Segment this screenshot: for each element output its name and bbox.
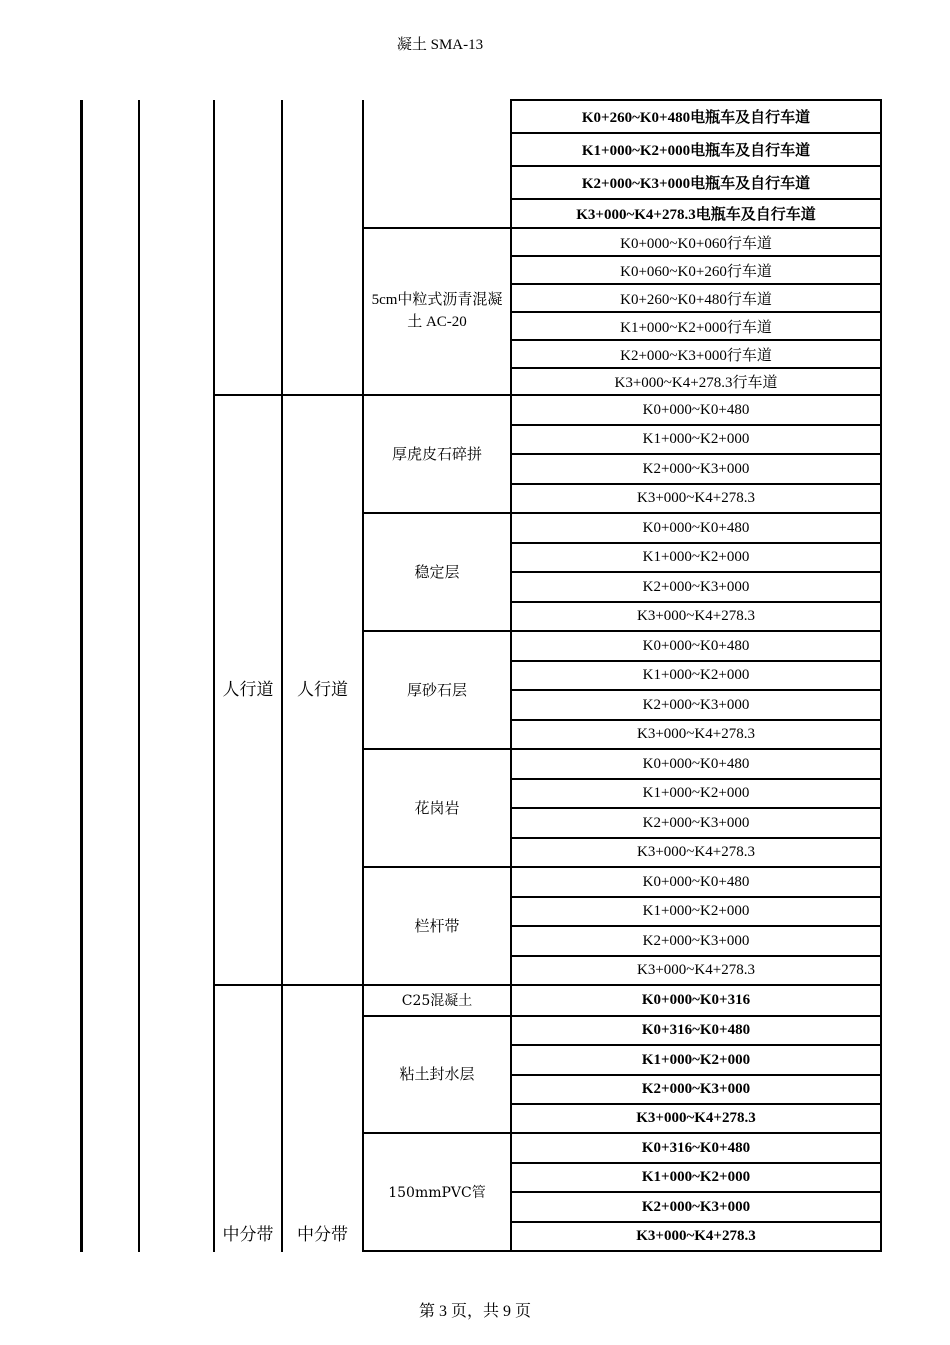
layer-name-cell: 厚虎皮石碎拼	[391, 446, 482, 463]
range-cell: K1+000~K2+000	[641, 1051, 751, 1068]
range-cell: K0+316~K0+480	[641, 1022, 751, 1038]
range-cell: K3+000~K4+278.3行车道	[614, 375, 778, 391]
range-cell: K2+000~K3+000	[642, 460, 750, 477]
range-cell: K1+000~K2+000	[642, 903, 750, 919]
layer-name-cell: C25混凝土	[401, 992, 473, 1009]
subcategory-cell: 人行道	[297, 680, 348, 699]
range-cell: K2+000~K3+000	[642, 814, 750, 831]
range-cell: K3+000~K4+278.3	[637, 726, 755, 742]
range-cell: K3+000~K4+278.3	[637, 490, 755, 506]
range-cell: K2+000~K3+000	[642, 932, 750, 949]
range-cell: K0+260~K0+480行车道	[620, 291, 772, 308]
layer-name-cell: 花岗岩	[414, 800, 460, 817]
range-cell: K2+000~K3+000	[641, 1198, 751, 1215]
range-cell: K0+000~K0+060行车道	[620, 235, 772, 252]
range-cell: K2+000~K3+000	[641, 1081, 751, 1097]
range-cell: K0+000~K0+480	[642, 519, 750, 536]
range-cell: K2+000~K3+000行车道	[620, 347, 772, 364]
range-cell: K2+000~K3+000	[642, 578, 750, 595]
category-cell: 人行道	[222, 680, 274, 699]
page-footer: 第 3 页，共 9 页	[418, 1303, 531, 1320]
range-cell: K1+000~K2+000	[642, 785, 750, 801]
range-cell: K3+000~K4+278.3	[636, 1110, 756, 1126]
table-border-left	[80, 100, 83, 1252]
layer-name-cell: 厚砂石层	[406, 682, 467, 699]
range-cell: K0+000~K0+316	[641, 992, 751, 1008]
range-cell: K3+000~K4+278.3	[636, 1228, 756, 1244]
range-cell: K3+000~K4+278.3	[637, 608, 755, 624]
range-cell: K0+000~K0+480	[642, 873, 750, 890]
range-cell: K0+260~K0+480电瓶车及自行车道	[581, 109, 811, 126]
range-cell: K0+000~K0+480	[642, 755, 750, 772]
range-cell: K1+000~K2+000	[642, 431, 750, 447]
range-cell: K0+000~K0+480	[642, 637, 750, 654]
range-cell: K1+000~K2+000	[642, 549, 750, 565]
range-cell: K2+000~K3+000电瓶车及自行车道	[581, 175, 811, 192]
range-cell: K1+000~K2+000电瓶车及自行车道	[581, 142, 811, 159]
subcategory-cell: 中分带	[297, 1225, 348, 1244]
range-cell: K1+000~K2+000	[642, 667, 750, 683]
column-divider	[138, 100, 140, 1252]
layer-name-cell: 5cm中粒式沥青混凝土 AC-20	[371, 292, 503, 330]
category-cell: 中分带	[222, 1225, 274, 1244]
range-cell: K3+000~K4+278.3电瓶车及自行车道	[576, 206, 816, 223]
range-cell: K3+000~K4+278.3	[637, 844, 755, 860]
layer-name-cell: 粘土封水层	[399, 1067, 475, 1083]
layer-name-cell: 栏杆带	[414, 918, 460, 935]
range-cell: K2+000~K3+000	[642, 696, 750, 713]
table-border-bottom	[362, 1250, 882, 1252]
range-cell: K3+000~K4+278.3	[637, 962, 755, 978]
range-cell: K1+000~K2+000	[641, 1169, 751, 1185]
layer-name-cell: 150mmPVC管	[388, 1184, 486, 1201]
range-cell: K0+316~K0+480	[641, 1139, 751, 1156]
layer-name-cell: 稳定层	[414, 564, 460, 581]
range-cell: K1+000~K2+000行车道	[620, 319, 772, 336]
range-cell: K0+060~K0+260行车道	[620, 263, 772, 280]
page-header-title: 凝土 SMA-13	[396, 37, 484, 53]
range-cell: K0+000~K0+480	[642, 401, 750, 418]
